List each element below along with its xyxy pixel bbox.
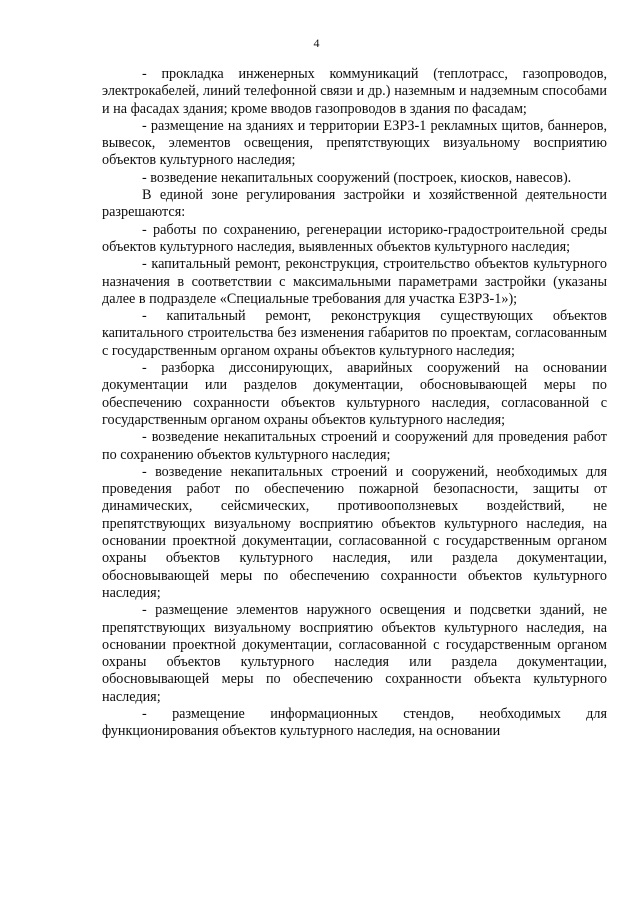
- paragraph-fire-safety-structures: - возведение некапитальных строений и сооружений, необходимых для проведения работ по обеспечению пожарной безопасности, защиты от динамических, сейсмических, противооползневых воздействий, не препятствующих визуальному восприятию объектов культурного наследия, на основании проектной документации, согласованной с государственным органом охраны объектов культурного наследия, или раздела документации, обосновывающей меры по обеспечению сохранности объектов культурного наследия;: [102, 463, 607, 601]
- paragraph-outdoor-lighting: - размещение элементов наружного освещения и подсветки зданий, не препятствующих визуальному восприятию объектов культурного наследия, на основании проектной документации, согласованной с государственным органом охраны объектов культурного наследия или раздела документации, обосновывающей меры по обеспечению сохранности объекта культурного наследия;: [102, 602, 607, 705]
- paragraph-cultural-construction: - капитальный ремонт, реконструкция, строительство объектов культурного назначения в соответствии с максимальными параметрами застройки (указаны далее в подразделе «Специальные требования для участка ЕЗРЗ-1»);: [102, 256, 607, 307]
- paragraph-temporary-structures: - возведение некапитальных сооружений (построек, киосков, навесов).: [142, 169, 572, 186]
- page-number: 4: [313, 36, 320, 50]
- paragraph-allowed-intro: В единой зоне регулирования застройки и хозяйственной деятельности разрешаются:: [102, 187, 607, 221]
- paragraph-engineering-communications: - прокладка инженерных коммуникаций (теплотрасс, газопроводов, электрокабелей, линий телефонной связи и др.) наземным и надземным способами и на фасадах здания; кроме вводов газопроводов в здания по фасадам;: [102, 66, 607, 117]
- paragraph-advertising-shields: - размещение на зданиях и территории ЕЗРЗ-1 рекламных щитов, баннеров, вывесок, элементов освещения, препятствующих визуальному восприятию объектов культурного наследия;: [102, 117, 607, 169]
- paragraph-dissonant-demolition: - разборка диссонирующих, аварийных сооружений на основании документации или разделов документации, обосновывающей меры по обеспечению сохранности объектов культурного наследия, согласованной с государственным органом охраны объектов культурного наследия;: [102, 360, 607, 428]
- paragraph-capital-repair: - капитальный ремонт, реконструкция существующих объектов капитального строительства без изменения габаритов по проектам, согласованным с государственным органом охраны объектов культурного наследия;: [102, 308, 607, 359]
- paragraph-temporary-for-preservation: - возведение некапитальных строений и сооружений для проведения работ по сохранению объектов культурного наследия;: [102, 429, 607, 463]
- document-body: [102, 66, 607, 741]
- paragraph-information-stands: - размещение информационных стендов, необходимых для функционирования объектов культурного наследия, на основании: [102, 705, 607, 740]
- paragraph-preservation-works: - работы по сохранению, регенерации историко-градостроительной среды объектов культурного наследия, выявленных объектов культурного наследия;: [102, 221, 607, 255]
